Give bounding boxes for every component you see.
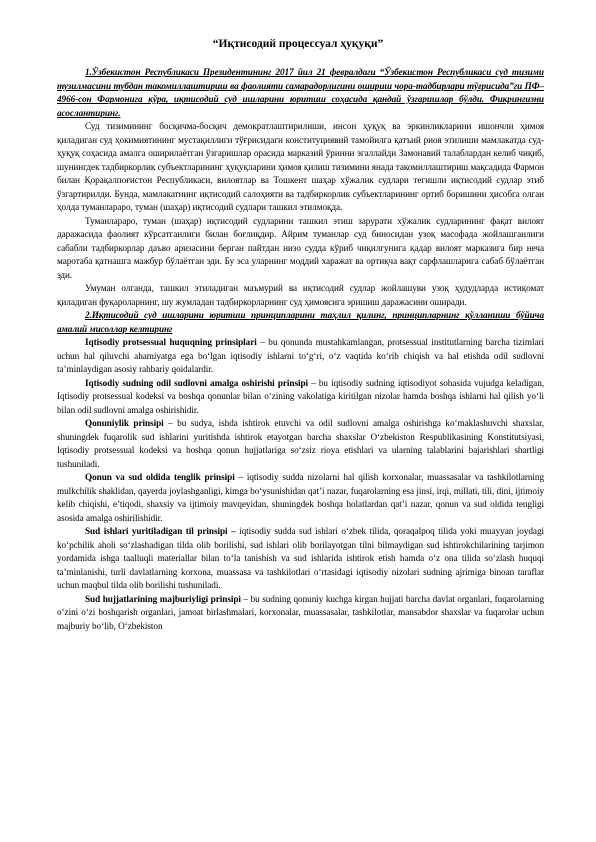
section1-heading — [57, 66, 544, 120]
principle-text: – bu sudya, ishda ishtirok etuvchi va odil sudlovni amalga oshirishga ko‘maklashuvchi shaxslar, shuningdek fuqarolik sud ishlarini yuritishda ishtirok etayotgan barcha shaxslar O‘zbekiston Respublikasining Konstitutsiyasi, Iqtisodiy protsessual kodeksi va boshqa qonun hujjatlariga so‘zsiz rioya etishlari va ularning talablarini bajarishlari shartligi tushuniladi. — [57, 418, 544, 469]
principle-text: iqtisodiy sudda sud ishlari o‘zbek tilida, qoraqalpoq tilida yoki muayyan joydagi ko‘pchilik aholi so‘zlashadigan tilda olib borilishi, sud ishlari olib borilayotgan tilni bilmaydigan sud ishtirokchilarining tarjimon yordamida ishga taalluqli materiallar bilan to‘la tanishish va sud ishlarida ishtirok etish hamda o‘z ona tilida so‘zlash huquqi ta’minlanishi, turli davlatlarning korxona, muassasa va tashkilotlari o‘rtasidagi iqtisodiy nizolari sudning ajrimiga binoan taraflar uchun maqbul tilda olib borilishi tushuniladi. — [57, 526, 545, 590]
principle-paragraph — [57, 525, 544, 593]
principle-term: Qonuniylik prinsipi — [85, 418, 164, 428]
principle-term: Sud hujjatlarining majburiyligi prinsipi — [85, 593, 241, 604]
principle-term: Sud ishlari yuritiladigan til prinsipi – — [85, 526, 236, 536]
principle-term: Iqtisodiy sudning odil sudlovni amalga oshirishi prinsipi — [85, 377, 309, 388]
document-body — [57, 66, 544, 633]
document-title: “Иқтисодий процессуал ҳуқуқи” — [212, 38, 384, 50]
paragraph: Суд тизимининг босқичма-босқич демократлаштирилиши, инсон ҳуқуқ ва эркинликларини ишончли ҳимоя қиладиган суд ҳокимиятининг мустақиллиги тўғрисидаги конституциявий тамойилга қатъий риоя этилиши мамлакатда суд-ҳуқуқ соҳасида амалга оширилаётган ўзгаришлар орасида марказий ўринни эгаллайди Замонавий талаблардан келиб чиқиб, шунингдек тадбиркорлик субъектларининг ҳуқуқларини ҳимоя қилиш тизимини янада такомиллаштириш мақсадида Фармон билан Қорақалпоғистон Республикаси, вилоятлар ва Тошкент шаҳар хўжалик судлари тегишли иқтисодий судлар этиб ўзгартирилди. Бунда, мамлакатнинг иқтисодий салоҳияти ва тадбиркорлик субъектларининг ортиб боришини ҳисобга олган ҳолда туманлараро, туман (шаҳар) иқтисодий судлари ташкил этилмоқда. — [57, 121, 544, 212]
paragraph: Умуман олганда, ташкил этиладиган маъмурий ва иқтисодий судлар жойлашуви узоқ ҳудудларда истиқомат қиладиган фуқароларнинг, шу жумладан тадбиркорларнинг суд ҳимоясига эришиш даражасини оширади. — [57, 283, 544, 307]
principle-paragraph — [57, 417, 544, 471]
principle-term: Qonun va sud oldida tenglik prinsipi — [85, 472, 235, 482]
principle-text: – bu iqtisodiy sudning iqtisodiyot sohasida vujudga keladigan, Iqtisodiy protsessual kodeksi va boshqa qonunlar bilan o‘zining vakolatiga kiritilgan nizolar hamda boshqa ishlarni hal qilish yo‘li bilan odil sudlovni amalga oshirishidir. — [57, 377, 544, 415]
question-heading: 2.Иқтисодий суд ишларини юритиш принципларини таҳлил қилинг, принципларнинг қўлланиши бўйича амалий мисоллар келтиринг — [57, 310, 544, 334]
principle-text: – bu sudning qonuniy kuchga kirgan hujjati barcha davlat organlari, fuqarolarning o‘zini o‘zi boshqarish organlari, jamoat birlashmalari, korxonalar, muassasalar, tashkilotlar, mansabdor shaxslar va fuqarolar uchun majburiy bo‘lib, O‘zbekiston — [57, 593, 544, 631]
principle-text: – bu qonunda mustahkamlangan, protsessual institutlarning barcha tizimlari uchun hal qiluvchi ahamiyatga ega bo‘lgan iqtisodiy ishlarni to‘g‘ri, o‘z vaqtida ko‘rib chiqish va hal etishda odil sudlovni ta’minlaydigan asosiy rahbariy qoidalardir. — [57, 337, 544, 374]
principle-term: Iqtisodiy protsessual huquqning prinsiplari — [85, 337, 257, 347]
principle-paragraph — [57, 336, 544, 377]
principle-paragraph — [57, 471, 544, 525]
section2-heading — [57, 309, 544, 336]
principle-paragraph — [57, 377, 544, 418]
principle-paragraph — [57, 593, 544, 634]
principle-text: – iqtisodiy sudda nizolarni hal qilish korxonalar, muassasalar va tashkilotlarning mulkchilik shaklidan, qayerda joylashganligi, kimga bo‘ysunishidan qat’i nazar, fuqarolarning esa jinsi, irqi, millati, tili, dini, ijtimoiy kelib chiqishi, e’tiqodi, shaxsiy va ijtimoiy mavqeyidan, shuningdek boshqa holatlardan qat’i nazar, qonun va sud oldida tengligi asosida amalga oshirilishidir. — [57, 472, 545, 523]
question-heading: 1.Ўзбекистон Республикаси Президентининг 2017 йил 21 февралдаги “Ўзбекистон Республикаси суд тизими тузилмасини тубдан такомиллаштириш ва фаолияти самарадорлигини ошириш чора-тадбирлари тўғрисида”ги ПФ–4966-сон Фармонига кўра, иқтисодий суд ишларини юритиш соҳасида қандай ўзгаришлар бўлди. Фикрингизни асослантиринг. — [57, 67, 544, 118]
paragraph: Туманлараро, туман (шаҳар) иқтисодий судларини ташкил этиш зарурати хўжалик судларининг фақат вилоят даражасида фаолият кўрсатганлиги билан боғлиқдир. Айрим туманлар суд биносидан узоқ масофада жойлашганлиги сабабли тадбиркорлар даъво аризасини берган пайтдан низо судда кўриб чиқилгунига қадар вилоят марказига бир неча маротаба қатнашга мажбур бўлаётган эди. Бу эса уларнинг моддий харажат ва ортиқча вақт сарфлашларига сабаб бўлаётган эди. — [57, 215, 544, 280]
